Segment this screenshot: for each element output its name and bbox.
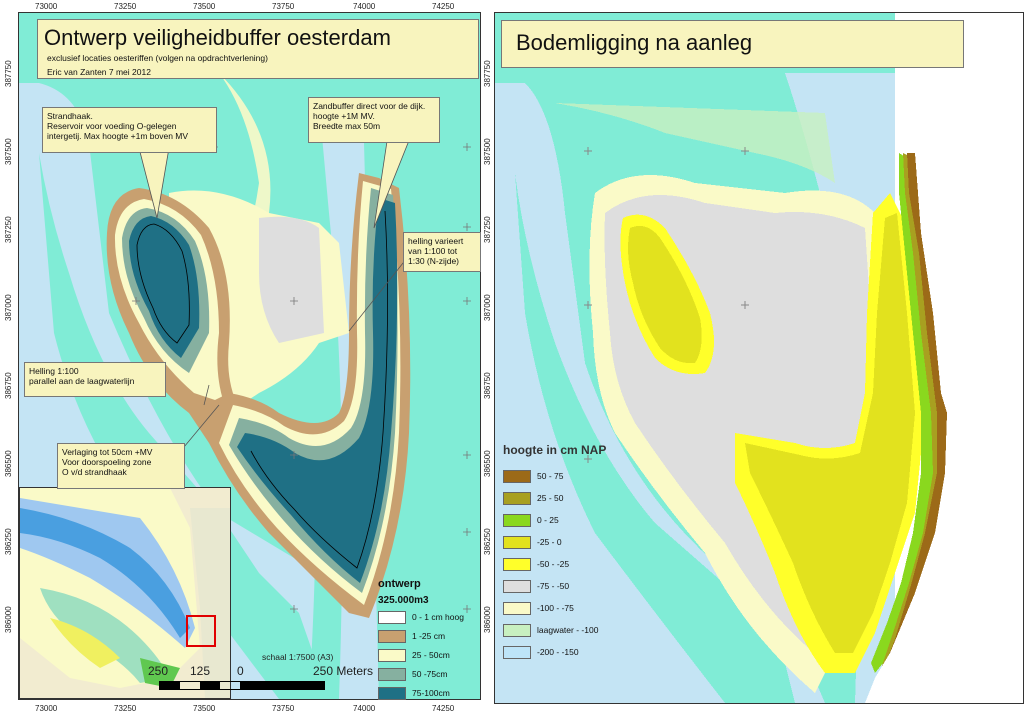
right-legend [503,443,643,663]
legend-item [503,509,643,531]
right-map-panel [494,12,1024,704]
legend-label: 0 - 25 [537,515,559,525]
y-tick: 386500 [4,450,13,477]
legend-label: -75 - -50 [537,581,570,591]
x-tick: 73000 [35,704,58,713]
legend-swatch [503,536,531,549]
legend-item [378,608,478,627]
x-tick: 73750 [272,704,295,713]
legend-label: -200 - -150 [537,647,579,657]
legend-item [378,684,478,703]
x-tick: 74250 [432,704,455,713]
legend-item [378,646,478,665]
right-title-box [501,20,964,68]
legend-swatch [503,646,531,659]
legend-label: 25 - 50 [537,493,564,503]
scalebar-label-125: 125 [190,664,211,678]
legend-label: 25 - 50cm [412,650,450,660]
y-tick: 386750 [4,372,13,399]
callout-zandbuffer: Zandbuffer direct voor de dijk. hoogte +1M MV. Breedte max 50m [308,97,440,143]
left-map-subtitle: exclusief locaties oesteriffen (volgen na opdrachtverlening) [47,53,268,63]
callout-helling: Helling 1:100 parallel aan de laagwaterlijn [24,362,166,397]
legend-swatch [503,580,531,593]
y-tick: 386250 [4,528,13,555]
legend-swatch [503,514,531,527]
right-legend-title: hoogte in cm NAP [503,443,607,457]
callout-verlaging: Verlaging tot 50cm +MV Voor doorspoeling zone O v/d strandhaak [57,443,185,489]
legend-item [503,553,643,575]
x-tick: 73250 [114,704,137,713]
legend-item [503,531,643,553]
legend-label: 0 - 1 cm hoog [412,612,464,622]
legend-item [503,619,643,641]
legend-swatch [378,611,406,624]
legend-title: ontwerp [378,578,421,590]
left-legend [378,578,478,703]
legend-label: 1 -25 cm [412,631,446,641]
legend-swatch [378,630,406,643]
legend-swatch [378,668,406,681]
y-tick: 386750 [483,372,492,399]
y-tick: 386000 [4,606,13,633]
x-tick: 73500 [193,2,216,11]
legend-volume: 325.000m3 [378,595,429,606]
left-map-title: Ontwerp veiligheidbuffer oesterdam [44,25,391,50]
scalebar-label-0: 0 [237,664,244,678]
legend-swatch [503,558,531,571]
legend-item [503,465,643,487]
legend-swatch [503,470,531,483]
y-tick: 387750 [4,60,13,87]
legend-swatch [378,649,406,662]
x-tick: 73500 [193,704,216,713]
legend-item [503,575,643,597]
legend-label: -50 - -25 [537,559,570,569]
x-tick: 73250 [114,2,137,11]
legend-item [503,597,643,619]
legend-label: 50 -75cm [412,669,448,679]
x-tick: 74000 [353,704,376,713]
y-tick: 387000 [4,294,13,321]
legend-label: 75-100cm [412,688,450,698]
legend-label: -100 - -75 [537,603,574,613]
y-tick: 386250 [483,528,492,555]
left-map-author: Eric van Zanten 7 mei 2012 [47,67,151,77]
legend-item [503,641,643,663]
right-legend-items [503,465,643,663]
x-tick: 73750 [272,2,295,11]
legend-swatch [503,492,531,505]
legend-label: laagwater - -100 [537,625,599,635]
left-title-box [37,19,479,79]
legend-label: -25 - 0 [537,537,562,547]
scalebar-label-250: 250 [148,664,169,678]
y-tick: 386000 [483,606,492,633]
scalebar-label-250m: 250 Meters [313,664,374,678]
x-tick: 74250 [432,2,455,11]
left-map-panel [0,0,490,718]
legend-swatch [503,624,531,637]
legend-swatch [378,687,406,700]
scale-bar [159,681,325,690]
legend-item [503,487,643,509]
right-map-title: Bodemligging na aanleg [516,30,753,55]
y-tick: 387000 [483,294,492,321]
legend-swatch [503,602,531,615]
scale-text: schaal 1:7500 (A3) [262,652,334,662]
legend-item [378,627,478,646]
legend-items [378,608,478,703]
callout-strandhaak: Strandhaak. Reservoir voor voeding O-gelegen intergetij. Max hoogte +1m boven MV [42,107,217,153]
y-tick: 387750 [483,60,492,87]
legend-label: 50 - 75 [537,471,564,481]
x-tick: 73000 [35,2,58,11]
y-tick: 387250 [483,216,492,243]
y-tick: 387500 [483,138,492,165]
y-tick: 386500 [483,450,492,477]
y-tick: 387500 [4,138,13,165]
y-tick: 387250 [4,216,13,243]
callout-helling-varieert: helling varieert van 1:100 tot 1:30 (N-zijde) [403,232,481,272]
legend-item [378,665,478,684]
x-tick: 74000 [353,2,376,11]
